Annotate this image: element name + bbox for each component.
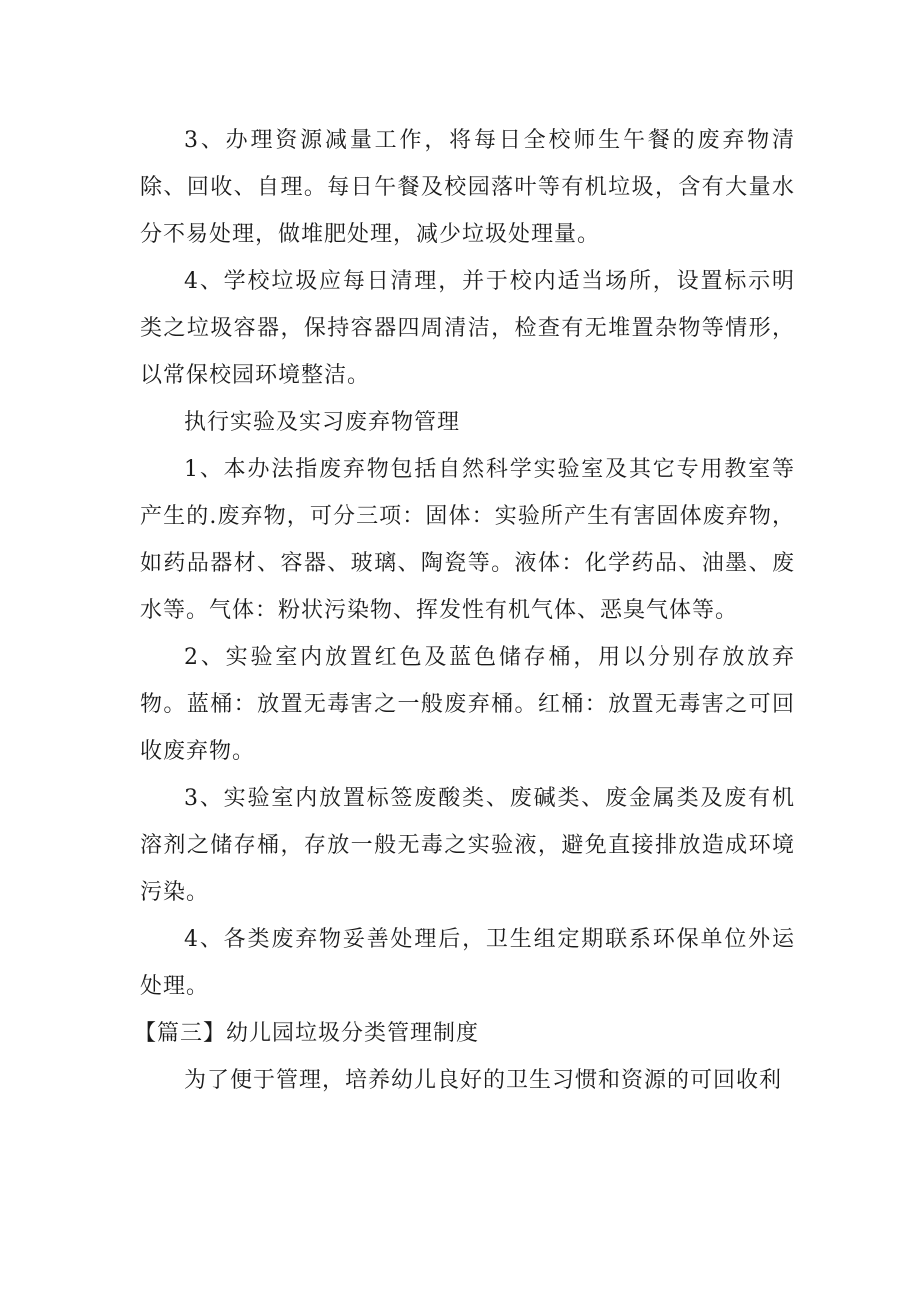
document-body: [134, 117, 795, 1104]
section-heading-lab-waste: 执行实验及实习废弃物管理: [184, 410, 461, 435]
paragraph-waste-reduction: 3、办理资源减量工作，将每日全校师生午餐的废弃物清除、回收、自理。每日午餐及校园落叶等有机垃圾，含有大量水分不易处理，做堆肥处理，减少垃圾处理量。: [140, 128, 795, 247]
section-title-part-three: 【篇三】幼儿园垃圾分类管理制度: [134, 1021, 480, 1046]
paragraph-kindergarten-intro: 为了便于管理，培养幼儿良好的卫生习惯和资源的可回收利: [184, 1068, 783, 1093]
paragraph-storage-buckets: 2、实验室内放置红色及蓝色储存桶，用以分别存放放弃物。蓝桶：放置无毒害之一般废弃桶。红桶：放置无毒害之可回收废弃物。: [140, 645, 795, 764]
paragraph-daily-cleaning: 4、学校垃圾应每日清理，并于校内适当场所，设置标示明类之垃圾容器，保持容器四周清洁，检查有无堆置杂物等情形，以常保校园环境整洁。: [140, 269, 795, 388]
paragraph-lab-waste-types: 1、本办法指废弃物包括自然科学实验室及其它专用教室等产生的.废弃物，可分三项：固体：实验所产生有害固体废弃物，如药品器材、容器、玻璃、陶瓷等。液体：化学药品、油墨、废水等。气体：粉状污染物、挥发性有机气体、恶臭气体等。: [140, 457, 795, 623]
paragraph-disposal: 4、各类废弃物妥善处理后，卫生组定期联系环保单位外运处理。: [140, 927, 795, 999]
paragraph-labeled-buckets: 3、实验室内放置标签废酸类、废碱类、废金属类及废有机溶剂之储存桶，存放一般无毒之实验液，避免直接排放造成环境污染。: [140, 786, 795, 905]
